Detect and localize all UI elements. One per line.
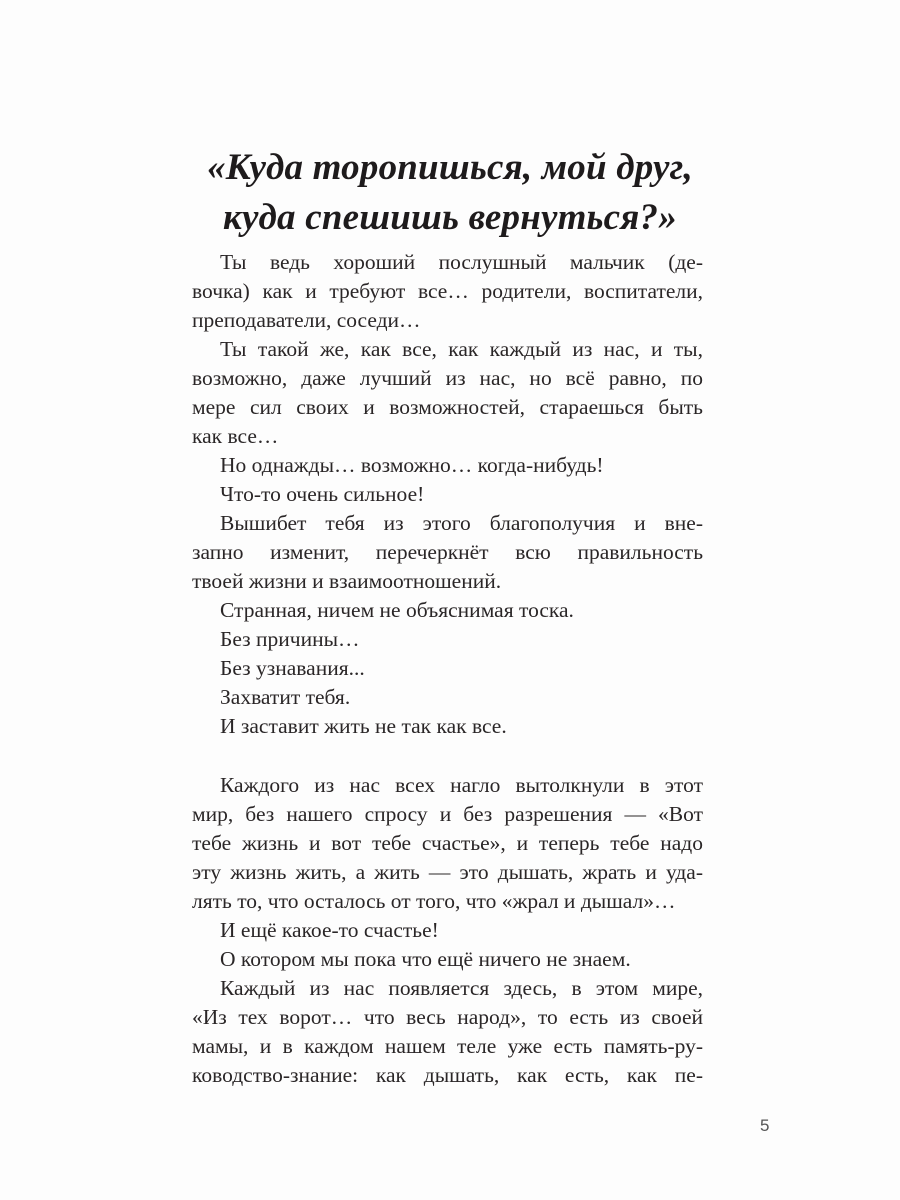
- text-line: И ещё какое-то счастье!: [220, 918, 439, 942]
- text-line: вочка) как и требуют все… родители, воспитатели,: [192, 279, 703, 303]
- text-line: О котором мы пока что ещё ничего не знаем.: [220, 947, 631, 971]
- text-line: «Из тех ворот… что весь народ», то есть из своей: [192, 1005, 703, 1029]
- text-line: запно изменит, перечеркнёт всю правильность: [192, 540, 703, 564]
- body-section-1: [192, 248, 703, 741]
- text-line: эту жизнь жить, а жить — это дышать, жрать и уда-: [192, 860, 703, 884]
- chapter-title-line: «Куда торопишься, мой друг,: [207, 146, 693, 188]
- text-line: Вышибет тебя из этого благополучия и вне-: [220, 511, 703, 535]
- text-line: Захватит тебя.: [220, 685, 351, 709]
- text-line: как все…: [192, 424, 279, 448]
- text-line: Но однажды… возможно… когда-нибудь!: [220, 453, 604, 477]
- text-line: Ты такой же, как все, как каждый из нас, и ты,: [220, 337, 703, 361]
- text-line: Странная, ничем не объяснимая тоска.: [220, 598, 574, 622]
- text-line: Каждого из нас всех нагло вытолкнули в этот: [220, 773, 703, 797]
- page-number: 5: [760, 1116, 770, 1135]
- text-line: Без причины…: [220, 627, 360, 651]
- text-line: возможно, даже лучший из нас, но всё равно, по: [192, 366, 703, 390]
- text-line: Каждый из нас появляется здесь, в этом мире,: [220, 976, 703, 1000]
- text-line: мере сил своих и возможностей, стараешься быть: [192, 395, 703, 419]
- body-section-2: [192, 771, 703, 1090]
- chapter-title-line: куда спешишь вернуться?»: [223, 196, 677, 238]
- text-line: твоей жизни и взаимоотношений.: [192, 569, 502, 593]
- text-line: И заставит жить не так как все.: [220, 714, 507, 738]
- text-line: лять то, что осталось от того, что «жрал и дышал»…: [192, 889, 676, 913]
- text-line: Что-то очень сильное!: [220, 482, 425, 506]
- text-line: Без узнавания...: [220, 656, 365, 680]
- text-line: преподаватели, соседи…: [192, 308, 421, 332]
- chapter-title: [150, 143, 750, 243]
- text-line: ководство-знание: как дышать, как есть, как пе-: [192, 1063, 703, 1087]
- text-line: мамы, и в каждом нашем теле уже есть память-ру-: [192, 1034, 703, 1058]
- text-line: тебе жизнь и вот тебе счастье», и теперь тебе надо: [192, 831, 703, 855]
- text-line: Ты ведь хороший послушный мальчик (де-: [220, 250, 703, 274]
- text-line: мир, без нашего спросу и без разрешения — «Вот: [192, 802, 703, 826]
